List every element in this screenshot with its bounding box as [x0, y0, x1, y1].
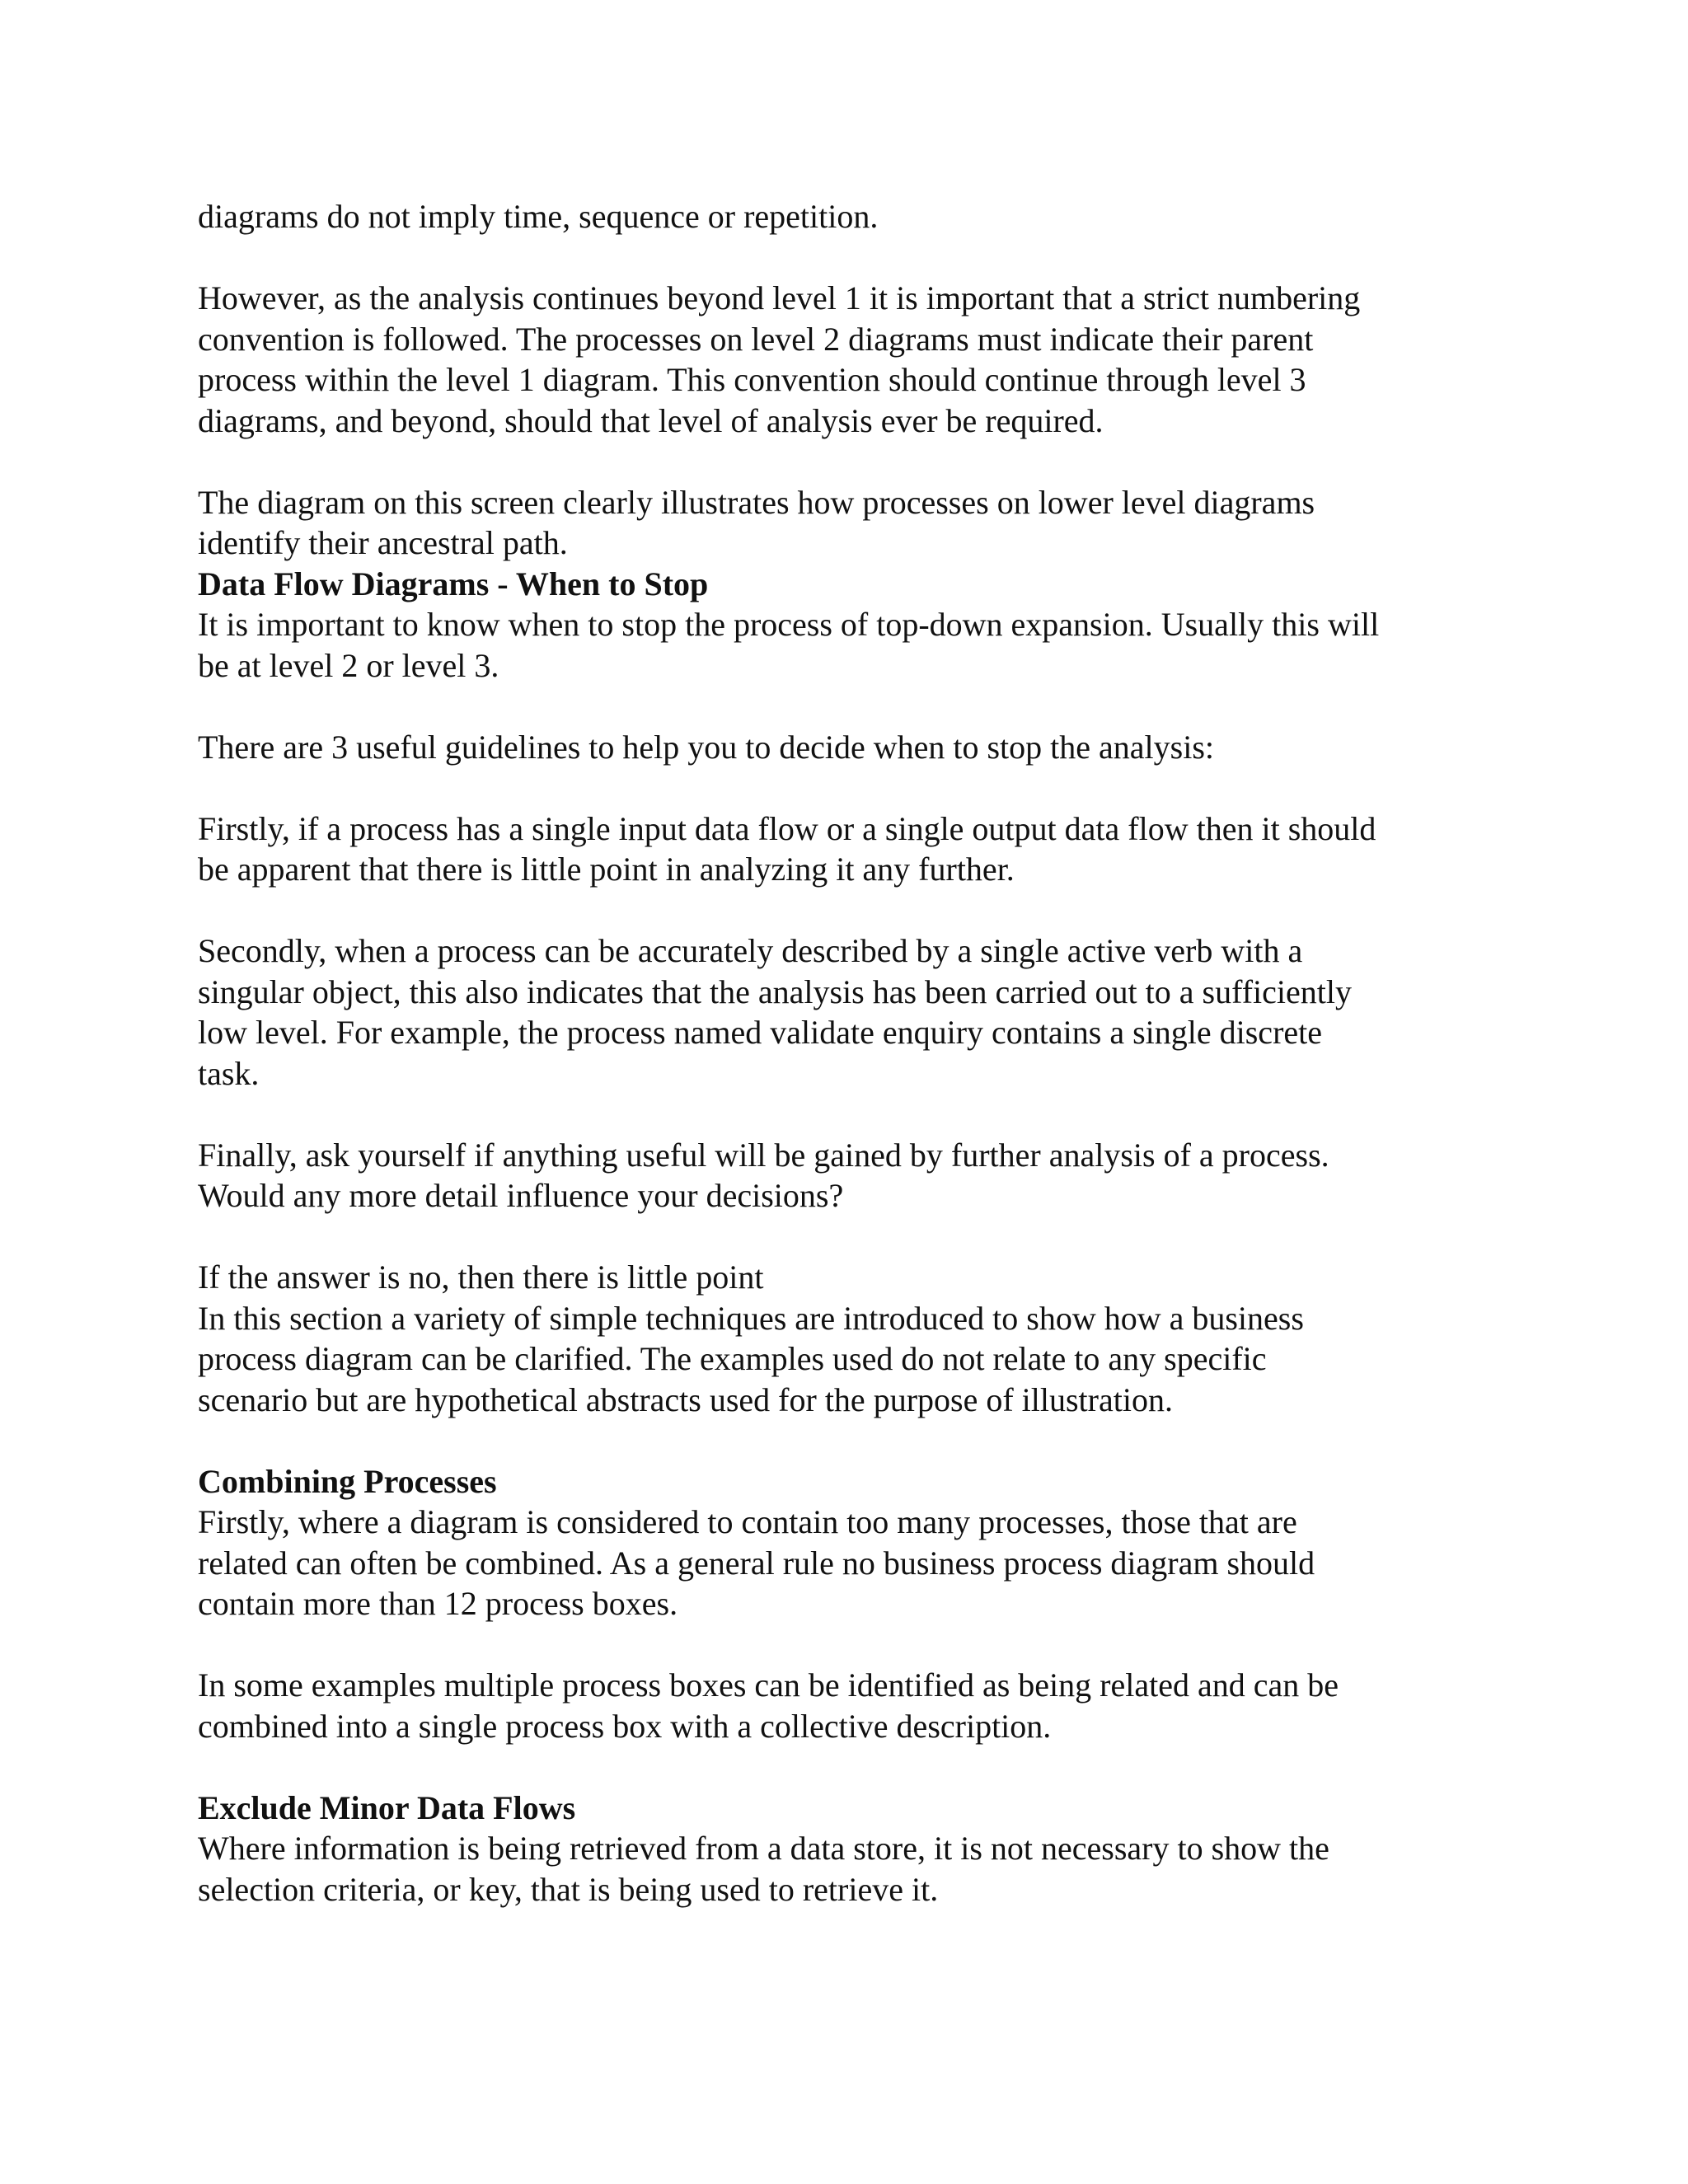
paragraph	[198, 727, 1500, 768]
paragraph	[198, 1257, 1500, 1420]
text-line: diagrams do not imply time, sequence or repetition.	[198, 198, 879, 235]
paragraph	[198, 482, 1500, 564]
paragraph-spacer	[198, 1746, 1500, 1788]
text-line: In this section a variety of simple techniques are introduced to show how a business	[198, 1299, 1304, 1337]
section-heading	[198, 564, 1500, 605]
text-line: process diagram can be clarified. The examples used do not relate to any specific	[198, 1340, 1267, 1377]
text-line: It is important to know when to stop the process of top-down expansion. Usually this will	[198, 606, 1380, 643]
text-line: process within the level 1 diagram. This convention should continue through level 3	[198, 361, 1306, 398]
text-line: diagrams, and beyond, should that level of analysis ever be required.	[198, 401, 1104, 439]
text-line: Where information is being retrieved from a data store, it is not necessary to show the	[198, 1830, 1329, 1867]
paragraph-spacer	[198, 1216, 1500, 1258]
text-line: Finally, ask yourself if anything useful will be gained by further analysis of a process.	[198, 1136, 1329, 1174]
paragraph	[198, 604, 1500, 686]
text-line: In some examples multiple process boxes can be identified as being related and can be	[198, 1666, 1339, 1704]
paragraph-spacer	[198, 237, 1500, 279]
paragraph-spacer	[198, 441, 1500, 482]
text-line: The diagram on this screen clearly illustrates how processes on lower level diagrams	[198, 483, 1315, 521]
paragraph	[198, 1502, 1500, 1624]
document-page	[198, 196, 1500, 1910]
text-line: selection criteria, or key, that is being used to retrieve it.	[198, 1870, 939, 1908]
paragraph-spacer	[198, 1624, 1500, 1666]
text-line: be at level 2 or level 3.	[198, 646, 499, 684]
text-line: Firstly, if a process has a single input data flow or a single output data flow then it should	[198, 809, 1376, 847]
section-heading	[198, 1788, 1500, 1829]
paragraph	[198, 196, 1500, 237]
text-line: Firstly, where a diagram is considered to contain too many processes, those that are	[198, 1503, 1297, 1540]
paragraph	[198, 808, 1500, 890]
heading-line: Data Flow Diagrams - When to Stop	[198, 565, 709, 602]
text-line: task.	[198, 1054, 260, 1092]
text-line: Secondly, when a process can be accurately described by a single active verb with a	[198, 932, 1303, 969]
text-line: related can often be combined. As a general rule no business process diagram should	[198, 1544, 1315, 1582]
text-line: low level. For example, the process named validate enquiry contains a single discrete	[198, 1014, 1323, 1051]
text-line: scenario but are hypothetical abstracts used for the purpose of illustration.	[198, 1380, 1173, 1418]
text-line: Would any more detail influence your decisions?	[198, 1177, 844, 1214]
paragraph	[198, 1665, 1500, 1746]
heading-line: Combining Processes	[198, 1462, 497, 1500]
text-line: convention is followed. The processes on level 2 diagrams must indicate their parent	[198, 320, 1314, 358]
text-line: be apparent that there is little point in analyzing it any further.	[198, 851, 1015, 888]
text-line: There are 3 useful guidelines to help you to decide when to stop the analysis:	[198, 728, 1215, 766]
text-line: singular object, this also indicates that the analysis has been carried out to a sufficiently	[198, 972, 1352, 1010]
paragraph	[198, 1135, 1500, 1216]
paragraph-spacer	[198, 686, 1500, 727]
section-heading	[198, 1461, 1500, 1502]
text-line: However, as the analysis continues beyond level 1 it is important that a strict numbering	[198, 279, 1361, 316]
paragraph-spacer	[198, 890, 1500, 931]
text-line: If the answer is no, then there is little point	[198, 1258, 764, 1296]
paragraph	[198, 1828, 1500, 1910]
paragraph-spacer	[198, 1420, 1500, 1461]
paragraph-spacer	[198, 767, 1500, 808]
paragraph	[198, 930, 1500, 1094]
text-line: combined into a single process box with a collective description.	[198, 1707, 1052, 1745]
text-line: contain more than 12 process boxes.	[198, 1585, 678, 1622]
paragraph	[198, 278, 1500, 441]
heading-line: Exclude Minor Data Flows	[198, 1788, 576, 1826]
text-line: identify their ancestral path.	[198, 524, 568, 561]
paragraph-spacer	[198, 1094, 1500, 1135]
